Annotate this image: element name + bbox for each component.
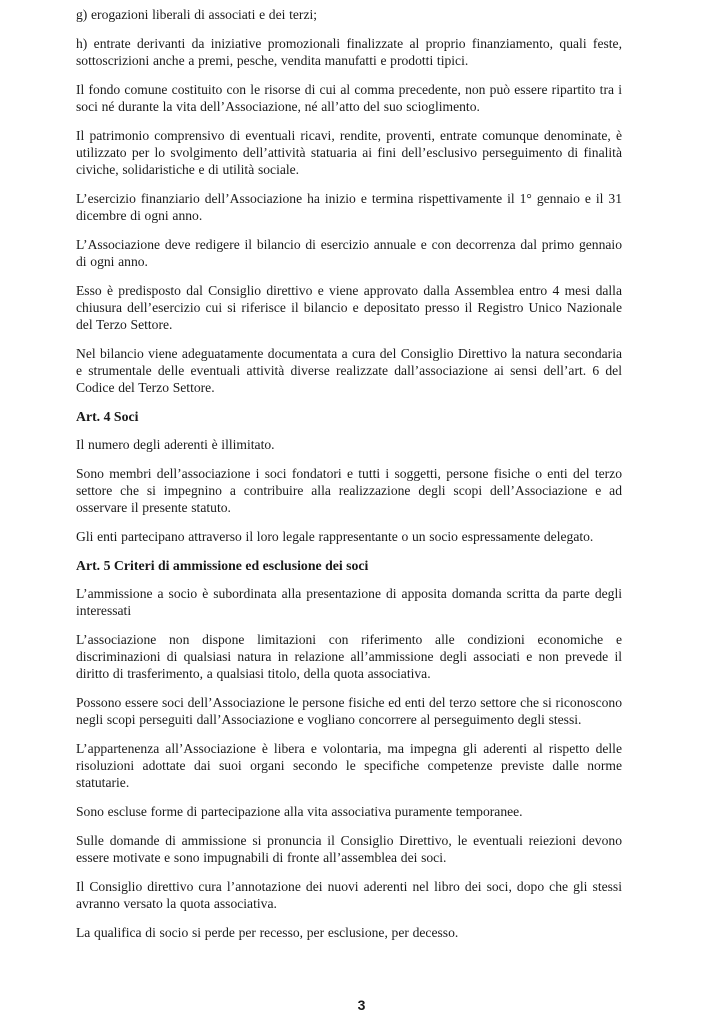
paragraph-qualifica-socio: La qualifica di socio si perde per recesso, per esclusione, per decesso.: [76, 925, 459, 940]
paragraph-bilancio-esercizio: L’Associazione deve redigere il bilancio di esercizio annuale e con decorrenza dal primo gennaio di ogni anno.: [76, 237, 622, 269]
paragraph-bilancio-approvazione: Esso è predisposto dal Consiglio direttivo e viene approvato dalla Assemblea entro 4 mesi dalla chiusura dell’esercizio cui si riferisce il bilancio e depositato presso il Registro Unico Nazionale del Terzo Settore.: [76, 283, 622, 332]
page-number: 3: [357, 997, 366, 1013]
paragraph-ammissione-socio: L’ammissione a socio è subordinata alla presentazione di apposita domanda scritta da parte degli interessati: [76, 586, 622, 618]
paragraph-forme-temporanee: Sono escluse forme di partecipazione alla vita associativa puramente temporanee.: [76, 804, 523, 819]
paragraph-limitazioni: L’associazione non dispone limitazioni con riferimento alle condizioni economiche e discriminazioni di qualsiasi natura in relazione all’ammissione degli associati e non prevede il diritto di trasferimento, a qualsiasi titolo, della quota associativa.: [76, 632, 622, 681]
paragraph-fondo-comune: Il fondo comune costituito con le risorse di cui al comma precedente, non può essere ripartito tra i soci né durante la vita dell’Associazione, né all’atto del suo scioglimento.: [76, 82, 622, 114]
paragraph-entrate-iniziative: h) entrate derivanti da iniziative promozionali finalizzate al proprio finanziamento, quali feste, sottoscrizioni anche a premi, pesche, vendita manufatti e prodotti tipici.: [76, 36, 622, 68]
paragraph-erogazioni-liberali: g) erogazioni liberali di associati e dei terzi;: [76, 7, 318, 22]
paragraph-appartenenza: L’appartenenza all’Associazione è libera e volontaria, ma impegna gli aderenti al rispetto delle risoluzioni adottate dai suoi organi secondo le specifiche competenze previste dalle norme statutarie.: [76, 741, 622, 790]
document-page: [76, 6, 622, 953]
paragraph-possono-essere-soci: Possono essere soci dell’Associazione le persone fisiche ed enti del terzo settore che si riconoscono negli scopi perseguiti dall’Associazione e vogliano concorrere al perseguimento degli stessi.: [76, 695, 622, 727]
paragraph-patrimonio: Il patrimonio comprensivo di eventuali ricavi, rendite, proventi, entrate comunque denominate, è utilizzato per lo svolgimento dell’attività statuaria ai fini dell’esclusivo perseguimento di finalità civiche, solidaristiche e di utilità sociale.: [76, 128, 622, 177]
paragraph-bilancio-documentazione: Nel bilancio viene adeguatamente documentata a cura del Consiglio Direttivo la natura secondaria e strumentale delle eventuali attività diverse realizzate dall’associazione ai sensi dell’art. 6 del Codice del Terzo Settore.: [76, 346, 622, 395]
paragraph-enti-partecipano: Gli enti partecipano attraverso il loro legale rappresentante o un socio espressamente delegato.: [76, 529, 594, 544]
paragraph-numero-aderenti: Il numero degli aderenti è illimitato.: [76, 437, 275, 452]
paragraph-libro-soci: Il Consiglio direttivo cura l’annotazione dei nuovi aderenti nel libro dei soci, dopo che gli stessi avranno versato la quota associativa.: [76, 879, 622, 911]
heading-art-5-criteri: Art. 5 Criteri di ammissione ed esclusione dei soci: [76, 558, 369, 573]
heading-art-4-soci: Art. 4 Soci: [76, 409, 139, 424]
paragraph-domande-ammissione: Sulle domande di ammissione si pronuncia il Consiglio Direttivo, le eventuali reiezioni devono essere motivate e sono impugnabili di fronte all’assemblea dei soci.: [76, 833, 622, 865]
paragraph-membri-associazione: Sono membri dell’associazione i soci fondatori e tutti i soggetti, persone fisiche o enti del terzo settore che si impegnino a contribuire alla realizzazione degli scopi dell’Associazione e ad osservare il presente statuto.: [76, 466, 622, 515]
paragraph-esercizio-finanziario: L’esercizio finanziario dell’Associazione ha inizio e termina rispettivamente il 1° gennaio e il 31 dicembre di ogni anno.: [76, 191, 622, 223]
